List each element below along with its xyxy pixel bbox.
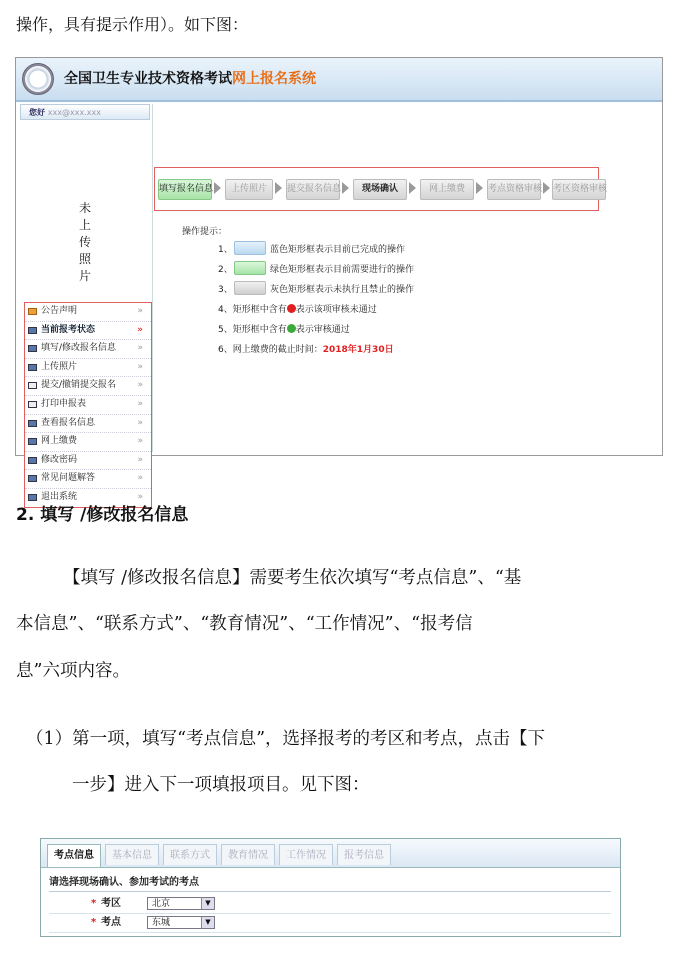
pass-icon (287, 324, 296, 333)
required-mark: * (91, 898, 97, 909)
tip-number: 5、 (218, 325, 233, 335)
greeting-name: xxx@xxx.xxx (47, 108, 101, 117)
menu-item-label: 提交/撤销提交报名 (41, 380, 117, 391)
menu-item-view-info[interactable] (25, 415, 151, 434)
sidebar-menu (24, 302, 152, 508)
page-icon (28, 327, 37, 334)
menu-item-announcement[interactable] (25, 303, 151, 322)
tip-row (218, 302, 377, 315)
fail-icon (287, 304, 296, 313)
doc-icon (28, 401, 37, 408)
registration-system-screenshot (15, 57, 663, 502)
photo-text-line: 照 (78, 252, 91, 266)
system-title (64, 68, 316, 88)
emblem-logo (22, 63, 54, 95)
menu-item-label: 查看报名信息 (41, 417, 96, 428)
step-online-payment[interactable]: 网上缴费 (420, 179, 474, 200)
tip-text: 绿色矩形框表示目前需要进行的操作 (270, 265, 415, 275)
tips-title: 操作提示： (182, 227, 228, 237)
field-row-site (49, 914, 611, 933)
tab-education[interactable]: 教育情况 (221, 844, 275, 865)
page-icon (28, 475, 37, 482)
arrow-right-icon (409, 182, 416, 194)
chevron-down-icon: ▼ (201, 898, 214, 909)
district-select[interactable] (147, 897, 215, 910)
blue-swatch (234, 241, 266, 255)
chevron-right-icon: » (137, 473, 143, 484)
chevron-right-icon: » (137, 343, 143, 354)
menu-item-edit-info[interactable] (25, 340, 151, 359)
step-fill-info[interactable]: 填写报名信息 (158, 179, 212, 200)
menu-item-current-status[interactable] (25, 322, 151, 341)
arrow-right-icon (476, 182, 483, 194)
photo-text-line: 上 (78, 218, 91, 232)
tip-number: 2、 (218, 265, 233, 275)
paragraph-line: 息”六项内容。 (16, 661, 130, 681)
chevron-right-icon: » (137, 398, 143, 409)
sidebar (20, 104, 153, 502)
section-heading: 2. 填写 /修改报名信息 (16, 505, 189, 525)
tip-text: 灰色矩形框表示未执行且禁止的操作 (270, 285, 415, 295)
menu-item-label: 退出系统 (41, 491, 78, 502)
system-header (16, 58, 662, 102)
green-swatch (234, 261, 266, 275)
tab-work[interactable]: 工作情况 (279, 844, 333, 865)
page-icon (28, 345, 37, 352)
progress-steps (154, 167, 608, 211)
tab-contact[interactable]: 联系方式 (163, 844, 217, 865)
tip-row (218, 322, 350, 335)
system-title-main: 全国卫生专业技术资格考试 (64, 71, 232, 87)
chevron-right-icon: » (137, 491, 143, 502)
tip-number: 6、 (218, 345, 233, 355)
menu-item-print[interactable] (25, 396, 151, 415)
menu-item-label: 公告声明 (41, 306, 78, 316)
tab-exam-site[interactable]: 考点信息 (47, 844, 101, 867)
tip-number: 4、 (218, 305, 233, 315)
tab-exam-info[interactable]: 报考信息 (337, 844, 391, 865)
tip-text: 矩形框中含有 (232, 325, 287, 335)
paragraph-line: 本信息”、“联系方式”、“教育情况”、“工作情况”、“报考信 (16, 614, 473, 634)
chevron-right-icon: » (137, 417, 143, 428)
menu-item-payment[interactable] (25, 433, 151, 452)
tip-text: 表示该项审核未通过 (295, 305, 377, 315)
field-row-district (49, 895, 611, 914)
chevron-right-icon: » (137, 361, 143, 372)
step-onsite-confirm[interactable]: 现场确认 (353, 179, 407, 200)
step-submit-info[interactable]: 提交报名信息 (286, 179, 340, 200)
tip-row (218, 282, 415, 295)
paragraph-line: 【填写 /修改报名信息】需要考生依次填写“考点信息”、“基 (63, 568, 522, 588)
page-icon (28, 364, 37, 371)
chevron-right-icon: » (137, 324, 143, 335)
arrow-right-icon (342, 182, 349, 194)
step-upload-photo[interactable]: 上传照片 (225, 179, 273, 200)
house-icon (28, 308, 37, 315)
paragraph-line: （1）第一项，填写“考点信息”，选择报考的考区和考点，点击【下 (26, 729, 546, 749)
menu-item-label: 填写/修改报名信息 (41, 343, 117, 354)
form-tabs (41, 839, 620, 868)
page-icon (28, 420, 37, 427)
step-district-review[interactable]: 考区资格审核 (552, 179, 606, 200)
greeting-label: 您好 (29, 108, 45, 117)
field-label: 考区 (101, 898, 121, 909)
chevron-right-icon: » (137, 454, 143, 465)
tab-basic-info[interactable]: 基本信息 (105, 844, 159, 865)
tip-row (218, 242, 406, 255)
menu-item-change-password[interactable] (25, 452, 151, 471)
menu-item-label: 修改密码 (41, 454, 78, 465)
step-site-review[interactable]: 考点资格审核 (487, 179, 541, 200)
menu-item-label: 上传照片 (41, 361, 78, 372)
tip-text: 蓝色矩形框表示目前已完成的操作 (270, 245, 406, 255)
photo-text-line: 片 (78, 269, 91, 283)
tip-number: 3、 (218, 285, 233, 295)
page-icon (28, 457, 37, 464)
tip-row (218, 262, 415, 275)
exam-site-form-screenshot (40, 838, 621, 937)
menu-item-faq[interactable] (25, 470, 151, 489)
chevron-right-icon: » (137, 380, 143, 391)
payment-deadline: 2018年1月30日 (322, 345, 394, 355)
tip-row (218, 342, 394, 355)
grey-swatch (234, 281, 266, 295)
doc-icon (28, 382, 37, 389)
menu-item-label: 常见问题解答 (41, 473, 96, 484)
select-value: 东城 (152, 918, 171, 928)
menu-item-upload-photo[interactable] (25, 359, 151, 378)
field-label: 考点 (101, 917, 121, 928)
system-title-accent: 网上报名系统 (232, 71, 316, 87)
site-select[interactable] (147, 916, 215, 929)
arrow-right-icon (214, 182, 221, 194)
greeting-bar (20, 104, 150, 120)
arrow-right-icon (275, 182, 282, 194)
tip-text: 网上缴费的截止时间： (232, 345, 323, 355)
menu-item-submit[interactable] (25, 377, 151, 396)
page-icon (28, 438, 37, 445)
photo-text-line: 未 (78, 201, 91, 215)
form-caption: 请选择现场确认、参加考试的考点 (49, 875, 611, 892)
chevron-right-icon: » (137, 306, 143, 316)
chevron-right-icon: » (137, 436, 143, 447)
intro-text: 操作，具有提示作用）。如下图： (16, 15, 249, 34)
photo-placeholder (78, 200, 92, 285)
required-mark: * (91, 917, 97, 928)
menu-item-label: 打印申报表 (41, 398, 87, 409)
paragraph-line: 一步】进入下一项填报项目。见下图： (72, 775, 370, 795)
menu-item-label: 网上缴费 (41, 436, 78, 447)
arrow-right-icon (543, 182, 550, 194)
tip-number: 1、 (218, 245, 233, 255)
chevron-down-icon: ▼ (201, 917, 214, 928)
tip-text: 表示审核通过 (295, 325, 350, 335)
photo-text-line: 传 (78, 235, 91, 249)
select-value: 北京 (152, 899, 171, 909)
tip-text: 矩形框中含有 (232, 305, 287, 315)
menu-item-label: 当前报考状态 (41, 324, 96, 335)
